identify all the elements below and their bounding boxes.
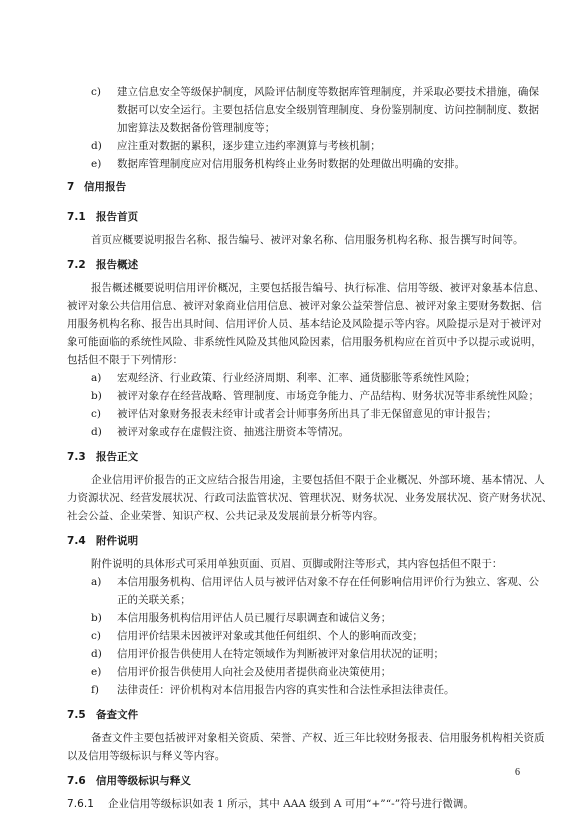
text-line: 信用评价报告供使用人在特定领域作为判断被评对象信用状况的证明； xyxy=(117,648,445,660)
text-line: 被评对象存在经营战略、管理制度、市场竞争能力、产品结构、财务状况等非系统性风险； xyxy=(117,390,539,402)
text-line: 力资源状况、经营发展状况、行政司法监管状况、管理状况、财务状况、业务发展状况、资产财务状况、 xyxy=(67,492,553,504)
text-line: 信用评价结果未因被评对象或其他任何组织、个人的影响而改变； xyxy=(117,630,423,642)
text-line: 备查文件主要包括被评对象相关资质、荣誉、产权、近三年比较财务报表、信用服务机构相关资质 xyxy=(91,732,545,744)
text-line: c) xyxy=(91,630,102,642)
text-line: 数据库管理制度应对信用服务机构终止业务时数据的处理做出明确的安排。 xyxy=(117,158,466,170)
text-line: 被评对象公共信用信息、被评对象商业信用信息、被评对象公益荣誉信息、被评对象主要财务数据、信 xyxy=(67,300,542,312)
text-line: 宏观经济、行业政策、行业经济周期、利率、汇率、通货膨胀等系统性风险； xyxy=(117,372,476,384)
section-heading: 7 xyxy=(67,181,75,193)
text-line: 被评估对象财务报表未经审计或者会计师事务所出具了非无保留意见的审计报告； xyxy=(117,408,497,420)
text-line: 被评对象或存在虚假注资、抽逃注册资本等情况。 xyxy=(117,426,350,438)
text-line: 象可能面临的系统性风险、非系统性风险及其他风险因素，信用服务机构应在首页中予以提示或说明， xyxy=(67,336,542,348)
text-line: 用服务机构名称、报告出具时间、信用评价人员、基本结论及风险提示等内容。风险提示是对于被评对 xyxy=(67,318,542,330)
text-line: 数据可以安全运行。主要包括信息安全级别管理制度、身份鉴别制度、访问控制制度、数据 xyxy=(117,104,539,116)
text-line: 正的关联关系； xyxy=(117,594,191,606)
section-heading: 7.2 xyxy=(67,259,86,271)
section-heading: 报告概述 xyxy=(96,259,139,271)
text-line: 加密算法及数据备份管理制度等； xyxy=(117,122,276,134)
text-line: 社会公益、企业荣誉、知识产权、公共记录及发展前景分析等内容。 xyxy=(67,510,384,522)
text-line: e) xyxy=(91,666,102,678)
text-line: d) xyxy=(91,426,102,438)
text-line: c) xyxy=(91,86,102,98)
text-line: 本信用服务机构、信用评估人员与被评估对象不存在任何影响信用评价行为独立、客观、公 xyxy=(117,576,539,588)
text-line: 本信用服务机构信用评估人员已履行尽职调查和诚信义务； xyxy=(117,612,392,624)
section-heading: 报告首页 xyxy=(96,211,139,223)
section-heading: 信用等级标识与释义 xyxy=(96,775,191,787)
section-heading: 备查文件 xyxy=(96,709,139,721)
section-heading: 7.6 xyxy=(67,775,86,787)
text-line: 报告概述概要说明信用评价概况，主要包括报告编号、执行标准、信用等级、被评对象基本信息、 xyxy=(91,282,545,294)
section-heading: 信用报告 xyxy=(84,181,127,193)
text-line: 首页应概要说明报告名称、报告编号、被评对象名称、信用服务机构名称、报告撰写时间等。 xyxy=(91,234,524,246)
text-line: 以及信用等级标识与释义等内容。 xyxy=(67,750,226,762)
text-line: 法律责任：评价机构对本信用报告内容的真实性和合法性承担法律责任。 xyxy=(117,684,455,696)
section-heading: 7.5 xyxy=(67,709,86,721)
text-line: b) xyxy=(91,612,102,624)
text-line: a) xyxy=(91,576,102,588)
text-line: 包括但不限于下列情形： xyxy=(67,354,184,366)
section-heading: 7.4 xyxy=(67,535,86,547)
section-heading: 报告正文 xyxy=(96,451,139,463)
text-line: a) xyxy=(91,372,102,384)
text-line: 信用评价报告供使用人向社会及使用者提供商业决策使用； xyxy=(117,666,392,678)
text-line: 企业信用评价报告的正文应结合报告用途，主要包括但不限于企业概况、外部环境、基本情况、人 xyxy=(91,474,545,486)
text-line: f) xyxy=(91,684,100,696)
section-heading: 7.1 xyxy=(67,211,86,223)
text-line: b) xyxy=(91,390,102,402)
text-line: 企业信用等级标识如表 1 所示，其中 AAA 级到 A 可用“+”“-”符号进行微调。 xyxy=(108,798,475,810)
text-line: 附件说明的具体形式可采用单独页面、页眉、页脚或附注等形式，其内容包括但不限于： xyxy=(91,558,503,570)
text-line: 建立信息安全等级保护制度，风险评估制度等数据库管理制度，并采取必要技术措施，确保 xyxy=(117,86,539,98)
section-heading: 7.3 xyxy=(67,451,86,463)
text-line: 应注重对数据的累积，逐步建立违约率测算与考核机制； xyxy=(117,140,381,152)
text-line: d) xyxy=(91,140,102,152)
page-number: 6 xyxy=(515,767,520,778)
text-line: c) xyxy=(91,408,102,420)
text-line: d) xyxy=(91,648,102,660)
text-line: e) xyxy=(91,158,102,170)
section-heading: 附件说明 xyxy=(96,535,139,547)
text-line: 7.6.1 xyxy=(67,798,94,810)
